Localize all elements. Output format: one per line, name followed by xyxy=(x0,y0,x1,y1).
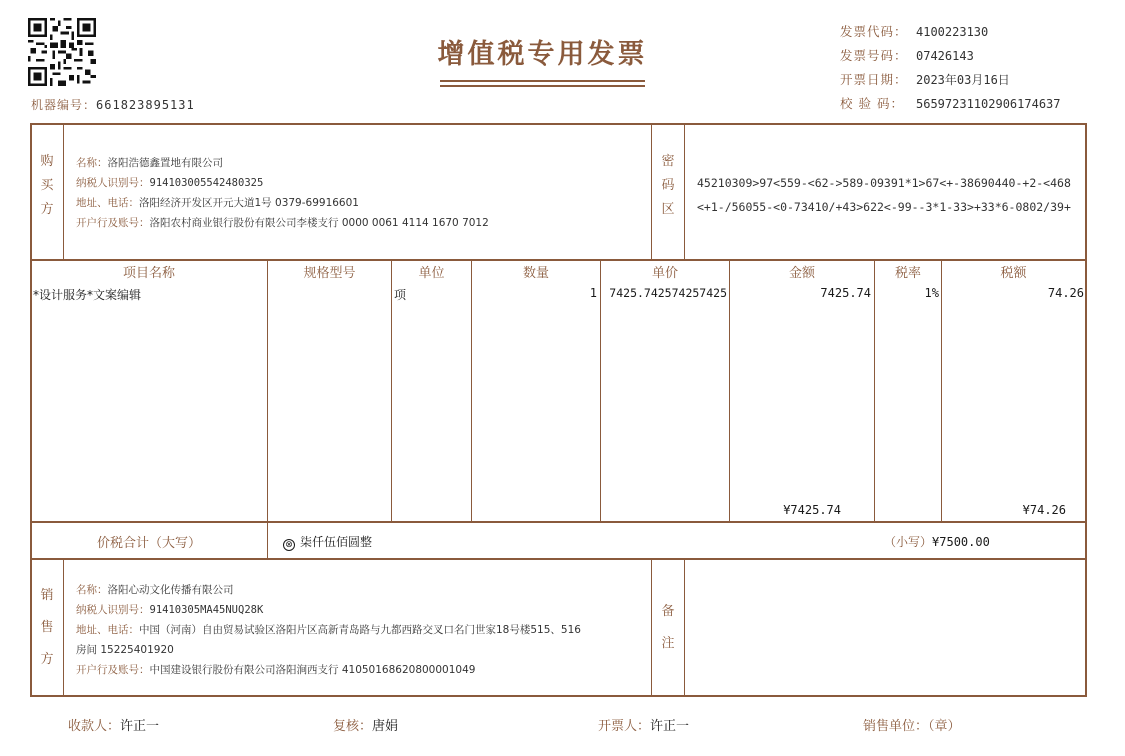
title-underline xyxy=(440,80,645,82)
buyer-side-label xyxy=(37,150,57,222)
buyer-bank: 洛阳农村商业银行股份有限公司李楼支行 0000 0061 4114 1670 7012 xyxy=(149,217,489,229)
machine-number xyxy=(31,96,195,113)
invoice-date-value: 2023年03月16日 xyxy=(916,73,1010,87)
invoice-number xyxy=(840,46,974,64)
seller-unit xyxy=(863,715,961,734)
col-header-unit: 单位 xyxy=(418,266,445,281)
total-amount: ¥7425.74 xyxy=(783,503,841,517)
seller-side-label xyxy=(37,584,57,672)
issuer-value: 许正一 xyxy=(650,719,690,734)
total-tax: ¥74.26 xyxy=(1022,503,1066,517)
seller-address: 中国（河南）自由贸易试验区洛阳片区高新青岛路与九都西路交叉口名门世家18号楼515、516 xyxy=(139,624,581,636)
side-char: 销 xyxy=(40,588,54,603)
divider xyxy=(651,123,652,260)
sum-small-label: （小写） xyxy=(884,535,933,549)
col-header-price: 单价 xyxy=(651,266,678,281)
payee xyxy=(68,715,159,734)
side-char: 方 xyxy=(40,652,54,667)
seller-info xyxy=(76,580,581,680)
divider xyxy=(63,558,64,697)
divider xyxy=(267,521,268,559)
machine-number-label: 机器编号： xyxy=(31,98,97,112)
item-unit: 项 xyxy=(394,288,407,302)
cipher-line: 45210309>97<559-<62->589-09391*1>67<+-38690440-+2-<468 xyxy=(697,176,1071,190)
sum-small-value: ¥7500.00 xyxy=(932,535,990,549)
buyer-name-label: 名称： xyxy=(76,157,108,169)
side-char: 购 xyxy=(40,154,54,169)
check-code-value: 56597231102906174637 xyxy=(916,97,1061,111)
buyer-tax-label: 纳税人识别号： xyxy=(76,177,150,189)
payee-label: 收款人： xyxy=(68,719,121,734)
invoice-code xyxy=(840,22,988,40)
item-price: 7425.742574257425 xyxy=(609,286,727,300)
side-char: 方 xyxy=(40,202,54,217)
invoice-title: 增值税专用发票 xyxy=(437,39,648,70)
side-char: 买 xyxy=(40,178,54,193)
item-rate: 1% xyxy=(924,286,939,300)
invoice-code-value: 4100223130 xyxy=(916,25,989,39)
invoice-number-value: 07426143 xyxy=(916,49,974,63)
title-underline xyxy=(440,85,645,87)
col-header-amount: 金额 xyxy=(788,266,815,281)
divider xyxy=(391,259,392,522)
buyer-bank-label: 开户行及账号： xyxy=(76,217,150,229)
cipher-line: <+1-/56055-<0-73410/+43>622<-99--3*1-33>+33*6-0802/39+ xyxy=(697,200,1071,214)
cipher-area xyxy=(697,171,1071,219)
seller-unit-value: （章） xyxy=(928,719,961,734)
divider xyxy=(63,123,64,260)
cross-circle-icon: ⊗ xyxy=(283,539,295,551)
payee-value: 许正一 xyxy=(120,719,160,734)
seller-bank-label: 开户行及账号： xyxy=(76,664,150,676)
side-char: 码 xyxy=(661,178,675,193)
buyer-tax-id: 914103005542480325 xyxy=(149,177,264,189)
item-qty: 1 xyxy=(589,286,597,300)
col-header-item: 项目名称 xyxy=(122,266,175,281)
seller-name: 洛阳心动文化传播有限公司 xyxy=(107,584,234,596)
seller-name-label: 名称： xyxy=(76,584,108,596)
buyer-info xyxy=(76,153,489,233)
col-header-spec: 规格型号 xyxy=(303,266,356,281)
buyer-address-label: 地址、电话： xyxy=(76,197,139,209)
qr-code xyxy=(28,18,96,86)
item-amount: 7425.74 xyxy=(820,286,871,300)
side-char: 备 xyxy=(661,604,675,619)
seller-bank: 中国建设银行股份有限公司洛阳涧西支行 41050168620800001049 xyxy=(149,664,476,676)
sum-upper-value: 柒仟伍佰圆整 xyxy=(300,535,373,549)
divider xyxy=(651,558,652,697)
sum-small xyxy=(884,533,990,550)
side-char: 售 xyxy=(40,620,54,635)
divider xyxy=(30,259,1087,261)
invoice-date-label: 开票日期： xyxy=(840,72,908,87)
item-tax: 74.26 xyxy=(1047,286,1084,300)
sum-upper xyxy=(283,533,372,551)
seller-address-label: 地址、电话： xyxy=(76,624,139,636)
invoice-code-label: 发票代码： xyxy=(840,24,908,39)
machine-number-value: 661823895131 xyxy=(96,98,195,112)
reviewer xyxy=(333,715,398,734)
col-header-qty: 数量 xyxy=(522,266,549,281)
divider xyxy=(267,259,268,522)
check-code xyxy=(840,94,1061,112)
buyer-address: 洛阳经济开发区开元大道1号 0379-69916601 xyxy=(139,197,359,209)
cipher-side-label xyxy=(658,150,678,222)
side-char: 注 xyxy=(661,636,675,651)
side-char: 区 xyxy=(661,202,675,217)
issuer xyxy=(598,715,689,734)
seller-address-cont: 房间 15225401920 xyxy=(76,644,174,656)
seller-tax-label: 纳税人识别号： xyxy=(76,604,150,616)
col-header-tax: 税额 xyxy=(1000,266,1027,281)
check-code-label: 校 验 码： xyxy=(840,96,904,111)
divider xyxy=(684,123,685,260)
invoice-number-label: 发票号码： xyxy=(840,48,908,63)
seller-unit-label: 销售单位： xyxy=(863,719,929,734)
remarks-side-label xyxy=(658,600,678,656)
issuer-label: 开票人： xyxy=(598,719,651,734)
invoice-date xyxy=(840,70,1010,88)
seller-tax-id: 91410305MA45NUQ28K xyxy=(149,604,264,616)
divider xyxy=(30,558,1087,560)
col-header-rate: 税率 xyxy=(894,266,921,281)
reviewer-value: 唐娟 xyxy=(372,719,399,734)
sum-label: 价税合计（大写） xyxy=(96,536,201,551)
divider xyxy=(30,521,1087,523)
item-name: *设计服务*文案编辑 xyxy=(33,288,142,302)
reviewer-label: 复核： xyxy=(333,719,373,734)
side-char: 密 xyxy=(661,154,675,169)
divider xyxy=(684,558,685,697)
buyer-name: 洛阳浩德鑫置地有限公司 xyxy=(107,157,223,169)
